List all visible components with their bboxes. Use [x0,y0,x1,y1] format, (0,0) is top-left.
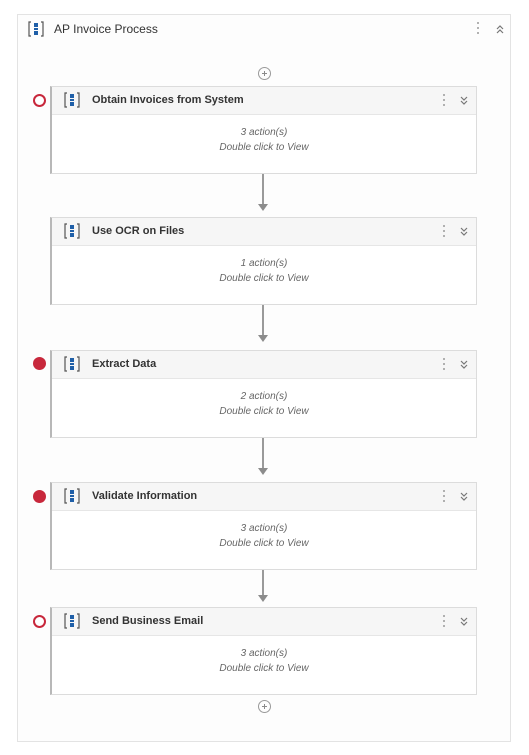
sequence-icon [64,223,80,239]
action-count: 2 action(s) [240,391,288,402]
sequence-icon [28,21,44,37]
more-vertical-icon[interactable] [442,358,446,372]
activity-title: Validate Information [92,490,198,502]
activity-card-send-business-email[interactable] [50,607,477,695]
breakpoint-marker[interactable] [33,357,46,370]
activity-card-header [52,87,476,115]
activity-title: Extract Data [92,358,157,370]
connector-line [262,438,264,468]
more-vertical-icon[interactable] [442,490,446,504]
activity-card-validate-information[interactable] [50,482,477,570]
sequence-icon [64,488,80,504]
activity-title: Use OCR on Files [92,225,185,237]
view-hint: Double click to View [219,663,309,674]
activity-card-header [52,483,476,511]
connector-line [262,174,264,204]
add-activity-bottom-button[interactable] [258,700,271,713]
activity-body [52,521,476,551]
action-count: 3 action(s) [240,523,288,534]
breakpoint-marker[interactable] [33,94,46,107]
activity-title: Obtain Invoices from System [92,94,244,106]
more-vertical-icon[interactable] [442,225,446,239]
sequence-icon [64,356,80,372]
action-count: 3 action(s) [240,648,288,659]
arrow-down-icon [258,335,268,342]
more-vertical-icon[interactable] [442,94,446,108]
activity-card-use-ocr[interactable] [50,217,477,305]
activity-body [52,125,476,155]
add-activity-top-button[interactable] [258,67,271,80]
chevron-down-double-icon[interactable] [459,226,469,238]
activity-card-header [52,218,476,246]
arrow-down-icon [258,595,268,602]
arrow-down-icon [258,204,268,211]
view-hint: Double click to View [219,538,309,549]
action-count: 3 action(s) [240,127,288,138]
connector-line [262,570,264,595]
activity-body [52,646,476,676]
sequence-icon [64,92,80,108]
breakpoint-marker[interactable] [33,490,46,503]
chevron-down-double-icon[interactable] [459,95,469,107]
activity-body [52,389,476,419]
activity-card-obtain-invoices[interactable] [50,86,477,174]
sequence-header[interactable] [18,15,510,43]
activity-title: Send Business Email [92,615,204,627]
arrow-down-icon [258,468,268,475]
view-hint: Double click to View [219,142,309,153]
action-count: 1 action(s) [240,258,288,269]
activity-card-extract-data[interactable] [50,350,477,438]
view-hint: Double click to View [219,406,309,417]
more-vertical-icon[interactable] [476,22,480,36]
connector-line [262,305,264,335]
sequence-icon [64,613,80,629]
breakpoint-marker[interactable] [33,615,46,628]
chevron-down-double-icon[interactable] [459,359,469,371]
chevron-down-double-icon[interactable] [459,491,469,503]
more-vertical-icon[interactable] [442,615,446,629]
sequence-title: AP Invoice Process [54,22,158,36]
activity-card-header [52,608,476,636]
view-hint: Double click to View [219,273,309,284]
chevron-down-double-icon[interactable] [459,616,469,628]
chevron-up-double-icon[interactable] [495,23,505,35]
activity-card-header [52,351,476,379]
activity-body [52,256,476,286]
